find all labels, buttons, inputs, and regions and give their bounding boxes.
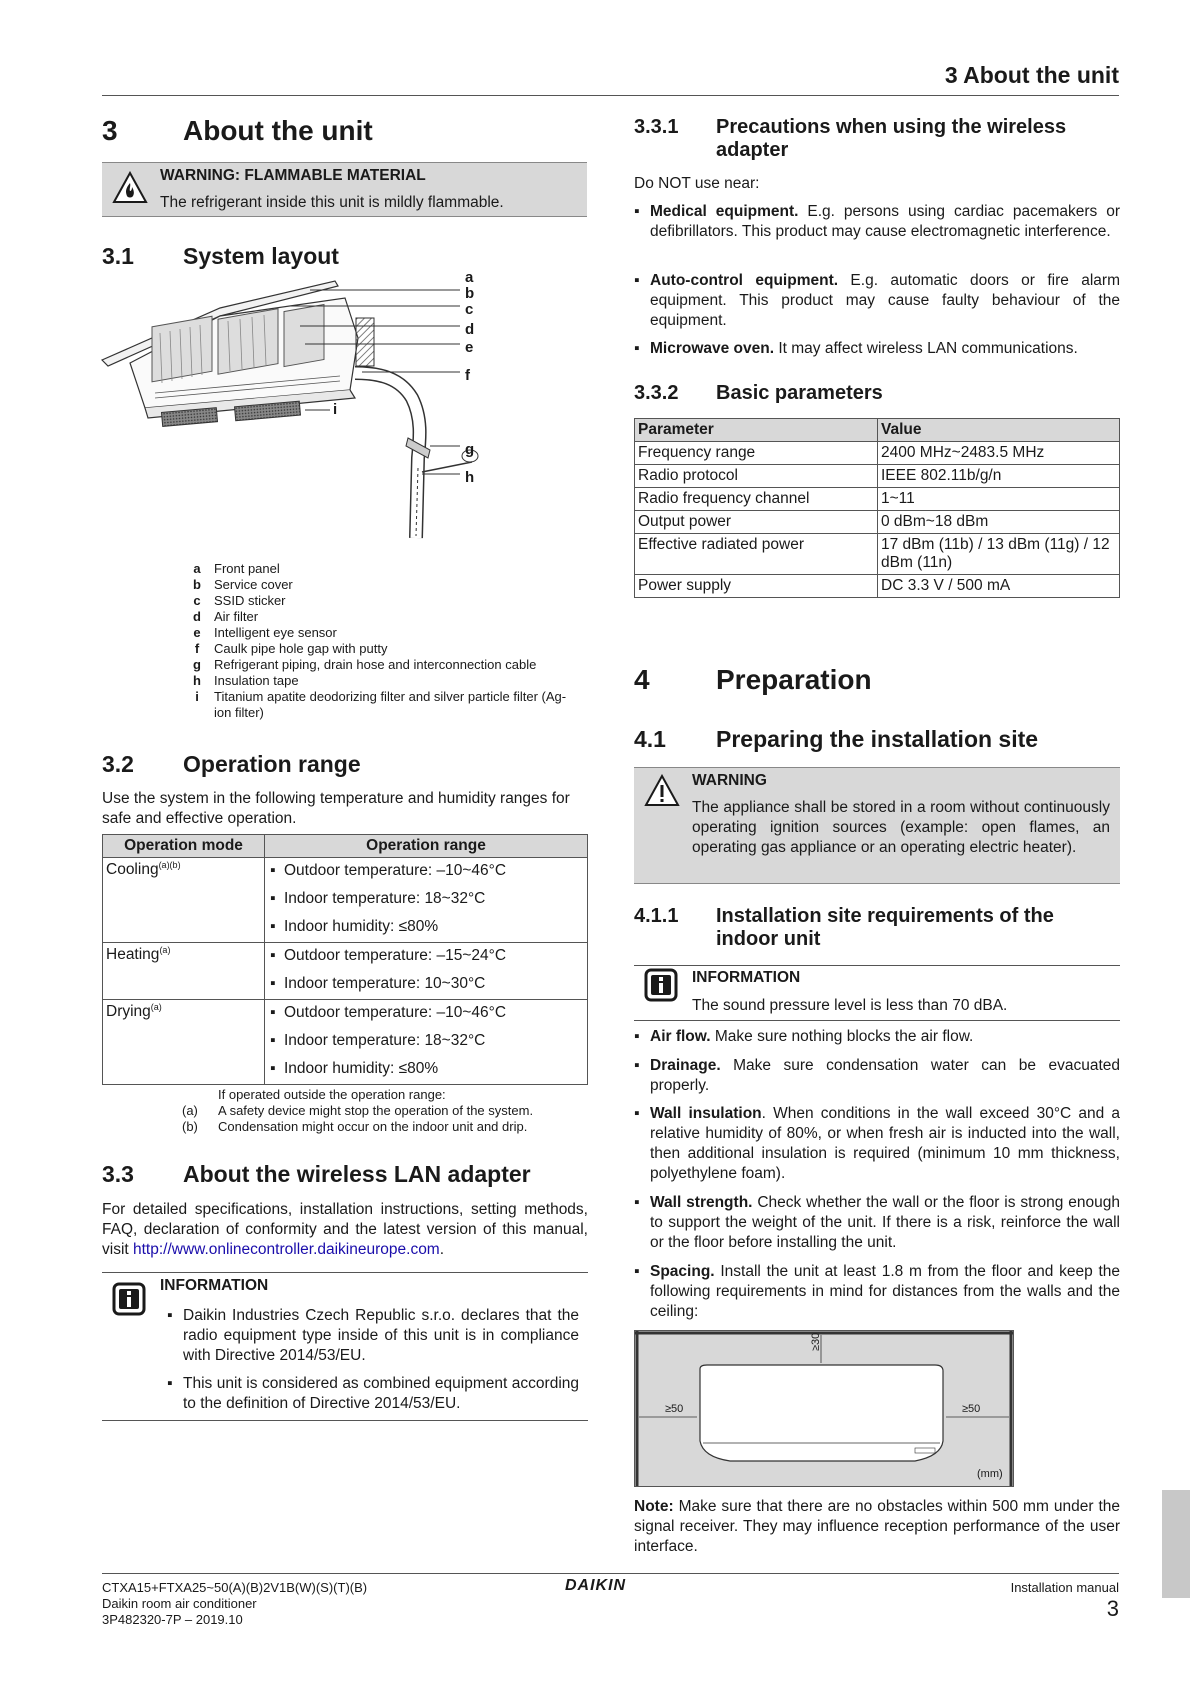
mode-cell: Cooling$^{(a)(b)}$ [103, 858, 265, 943]
param-cell: Output power [635, 511, 878, 534]
footer-product: Daikin room air conditioner [102, 1596, 257, 1611]
section-3-3-number: 3.3 [102, 1161, 134, 1187]
warning-flammable-text: The refrigerant inside this unit is mildly flammable. [160, 194, 504, 211]
column-header: Value [878, 419, 1120, 442]
figure-label-f: f [465, 367, 470, 384]
figure-label-a: a [465, 269, 474, 286]
footer-rule [102, 1573, 1119, 1574]
table-row [635, 465, 1120, 488]
section-4-1-1-title: Installation site requirements of the indoor unit [716, 905, 1054, 950]
footer-left [102, 1580, 367, 1628]
value-cell: 2400 MHz~2483.5 MHz [878, 442, 1120, 465]
section-3-3-2-number: 3.3.2 [634, 382, 679, 404]
table-row [103, 1000, 588, 1085]
info2-title: INFORMATION [692, 969, 801, 986]
mode-cell: Drying$^{(a)}$ [103, 1000, 265, 1085]
value-cell: 0 dBm~18 dBm [878, 511, 1120, 534]
information-icon [112, 1282, 146, 1316]
system-layout-figure [100, 278, 520, 558]
param-cell: Radio protocol [635, 465, 878, 488]
legend-item: b Service cover [193, 577, 293, 592]
value-cell: DC 3.3 V / 500 mA [878, 575, 1120, 598]
section-3-1-title: System layout [183, 243, 339, 269]
operation-range-intro: Use the system in the following temperature and humidity ranges for safe and effective operation. [102, 790, 570, 827]
param-cell: Power supply [635, 575, 878, 598]
legend-item: e Intelligent eye sensor [193, 625, 337, 640]
table-row [103, 858, 588, 943]
footer-model: CTXA15+FTXA25~50(A)(B)2V1B(W)(S)(T)(B) [102, 1580, 368, 1595]
figure-label-e: e [465, 339, 474, 356]
range-cell: ▪ Outdoor temperature: –15~24°C ▪ Indoor temperature: 10~30°C [265, 943, 588, 1000]
precaution-item: ▪ Microwave oven. It may affect wireless LAN communications. [634, 340, 1078, 357]
figure-label-g: g [465, 441, 475, 458]
legend-item: g Refrigerant piping, drain hose and interconnection cable [193, 657, 537, 672]
info-rule-bottom [102, 1420, 588, 1421]
legend-item: d Air filter [193, 609, 259, 624]
warning-flammable-callout [102, 162, 587, 217]
table-note: (a) A safety device might stop the operation of the system. [182, 1103, 534, 1118]
table-notes [182, 1087, 602, 1135]
operation-range-table [102, 834, 588, 1085]
figure-label-i: i [333, 401, 338, 418]
param-cell: Frequency range [635, 442, 878, 465]
spacing-unit-label: (mm) [977, 1468, 1003, 1480]
warning-title: WARNING [692, 772, 767, 789]
range-cell: ▪ Outdoor temperature: –10~46°C ▪ Indoor temperature: 18~32°C ▪ Indoor humidity: ≤80% [265, 1000, 588, 1085]
section-3-3-title: About the wireless LAN adapter [183, 1161, 531, 1187]
value-cell: IEEE 802.11b/g/n [878, 465, 1120, 488]
footer-docid: 3P482320-7P – 2019.10 [102, 1612, 243, 1627]
table-row [635, 488, 1120, 511]
requirement-item: ▪ Air flow. Make sure nothing blocks the air flow. [634, 1028, 974, 1045]
column-header: Operation range [265, 835, 588, 858]
section-4-1-1-number: 4.1.1 [634, 905, 679, 927]
figure-legend [190, 561, 590, 721]
section-3-3-1-title: Precautions when using the wireless adapter [716, 116, 1067, 161]
table-row [103, 943, 588, 1000]
section-4-1-title: Preparing the installation site [716, 726, 1039, 752]
section-3-3-1-number: 3.3.1 [634, 116, 679, 138]
requirement-item: ▪ Wall insulation. When conditions in the wall exceed 30°C and a relative humidity of 80%, or when fresh air is inducted into the wall, then additional insulation is required (minimum 10 mm thickness, polyethylene foam). [634, 1105, 1120, 1182]
precaution-item: ▪ Medical equipment. E.g. persons using cardiac pacemakers or defibrillators. This product may cause electromagnetic interference. [634, 203, 1120, 240]
header-rule [102, 95, 1119, 96]
table-row [635, 511, 1120, 534]
info1-item: ▪ This unit is considered as combined equipment according to the definition of Directive 2014/53/EU. [167, 1375, 579, 1412]
warning-text: The appliance shall be stored in a room without continuously operating ignition sources (example: open flames, an operating gas appliance or an operating electric heater). [692, 799, 1110, 856]
column-header: Operation mode [103, 835, 265, 858]
figure-label-b: b [465, 285, 475, 302]
warning-icon [644, 774, 680, 808]
table-note: (b) Condensation might occur on the indoor unit and drip. [182, 1119, 528, 1134]
param-cell: Radio frequency channel [635, 488, 878, 511]
section-4-1-number: 4.1 [634, 726, 666, 752]
requirement-item: ▪ Spacing. Install the unit at least 1.8 m from the floor and keep the following requirements in mind for distances from the walls and the ceiling: [634, 1263, 1120, 1320]
info1-title: INFORMATION [160, 1277, 269, 1294]
range-cell: ▪ Outdoor temperature: –10~46°C ▪ Indoor temperature: 18~32°C ▪ Indoor humidity: ≤80% [265, 858, 588, 943]
wlan-intro: For detailed specifications, installation instructions, setting methods, FAQ, declaration of conformity and the latest version of this manual, visit http://www.onlinecontroller.daikineurope.com. [102, 1201, 588, 1258]
spacing-top-label: ≥30 [810, 1332, 822, 1351]
legend-item: a Front panel [193, 561, 280, 576]
value-cell: 1~11 [878, 488, 1120, 511]
running-header: 3 About the unit [944, 62, 1119, 88]
info1-item: ▪ Daikin Industries Czech Republic s.r.o. declares that the radio equipment type inside of this unit is in compliance with Directive 2014/53/EU. [167, 1307, 579, 1364]
section-4-number: 4 [634, 664, 650, 695]
info-rule-top [102, 1272, 588, 1273]
table-row [635, 442, 1120, 465]
table-header-row [635, 419, 1120, 442]
legend-item: c SSID sticker [193, 593, 286, 608]
section-3-3-2-title: Basic parameters [716, 382, 883, 404]
spacing-left-label: ≥50 [665, 1403, 684, 1415]
column-header: Parameter [635, 419, 878, 442]
table-row [635, 575, 1120, 598]
section-3-number: 3 [102, 115, 118, 146]
basic-parameters-table [634, 418, 1120, 598]
mode-cell: Heating$^{(a)}$ [103, 943, 265, 1000]
requirement-item: ▪ Drainage. Make sure condensation water can be evacuated properly. [634, 1057, 1120, 1094]
value-cell: 17 dBm (11b) / 13 dBm (11g) / 12 dBm (11n) [878, 534, 1120, 575]
section-4-title: Preparation [716, 664, 872, 695]
page-number: 3 [1106, 1596, 1119, 1621]
warning-flammable-title: WARNING: FLAMMABLE MATERIAL [160, 167, 426, 184]
daikin-logo: DAIKIN [565, 1577, 627, 1594]
info2-text: The sound pressure level is less than 70 dBA. [692, 997, 1008, 1014]
spacing-right-label: ≥50 [962, 1403, 981, 1415]
legend-item: h Insulation tape [193, 673, 299, 688]
table-note-intro: If operated outside the operation range: [218, 1087, 446, 1102]
info-rule-top [634, 965, 1120, 966]
legend-item: f Caulk pipe hole gap with putty [194, 641, 388, 656]
table-header-row [103, 835, 588, 858]
section-3-2-number: 3.2 [102, 751, 134, 777]
info-rule-bottom [634, 1020, 1120, 1021]
note-paragraph: Note: Make sure that there are no obstacles within 500 mm under the signal receiver. They may influence reception performance of the user interface. [634, 1498, 1120, 1555]
flammable-warning-icon [112, 171, 148, 205]
indoor-unit-outline [635, 1331, 1013, 1486]
onlinecontroller-link[interactable]: http://www.onlinecontroller.daikineurope.com [133, 1241, 440, 1258]
warning-callout [634, 767, 1120, 884]
figure-label-c: c [465, 301, 474, 318]
information-icon [644, 968, 678, 1002]
table-row [635, 534, 1120, 575]
spacing-diagram [634, 1330, 1014, 1487]
param-cell: Effective radiated power [635, 534, 878, 575]
section-3-1-number: 3.1 [102, 243, 134, 269]
figure-label-d: d [465, 321, 475, 338]
side-thumb-tab [1162, 1490, 1190, 1598]
legend-item: i Titanium apatite deodorizing filter and silver particle filter (Ag-ion filter) [195, 689, 567, 720]
section-3-2-title: Operation range [183, 751, 361, 777]
precautions-intro: Do NOT use near: [634, 175, 760, 192]
section-3-title: About the unit [183, 115, 373, 146]
precaution-item: ▪ Auto-control equipment. E.g. automatic doors or fire alarm equipment. This product may cause faulty behaviour of the equipment. [634, 272, 1120, 329]
requirement-item: ▪ Wall strength. Check whether the wall or the floor is strong enough to support the weight of the unit. If there is a risk, reinforce the wall or the floor before installing the unit. [634, 1194, 1120, 1251]
figure-label-h: h [465, 469, 475, 486]
footer-manual-type: Installation manual [1010, 1580, 1119, 1595]
